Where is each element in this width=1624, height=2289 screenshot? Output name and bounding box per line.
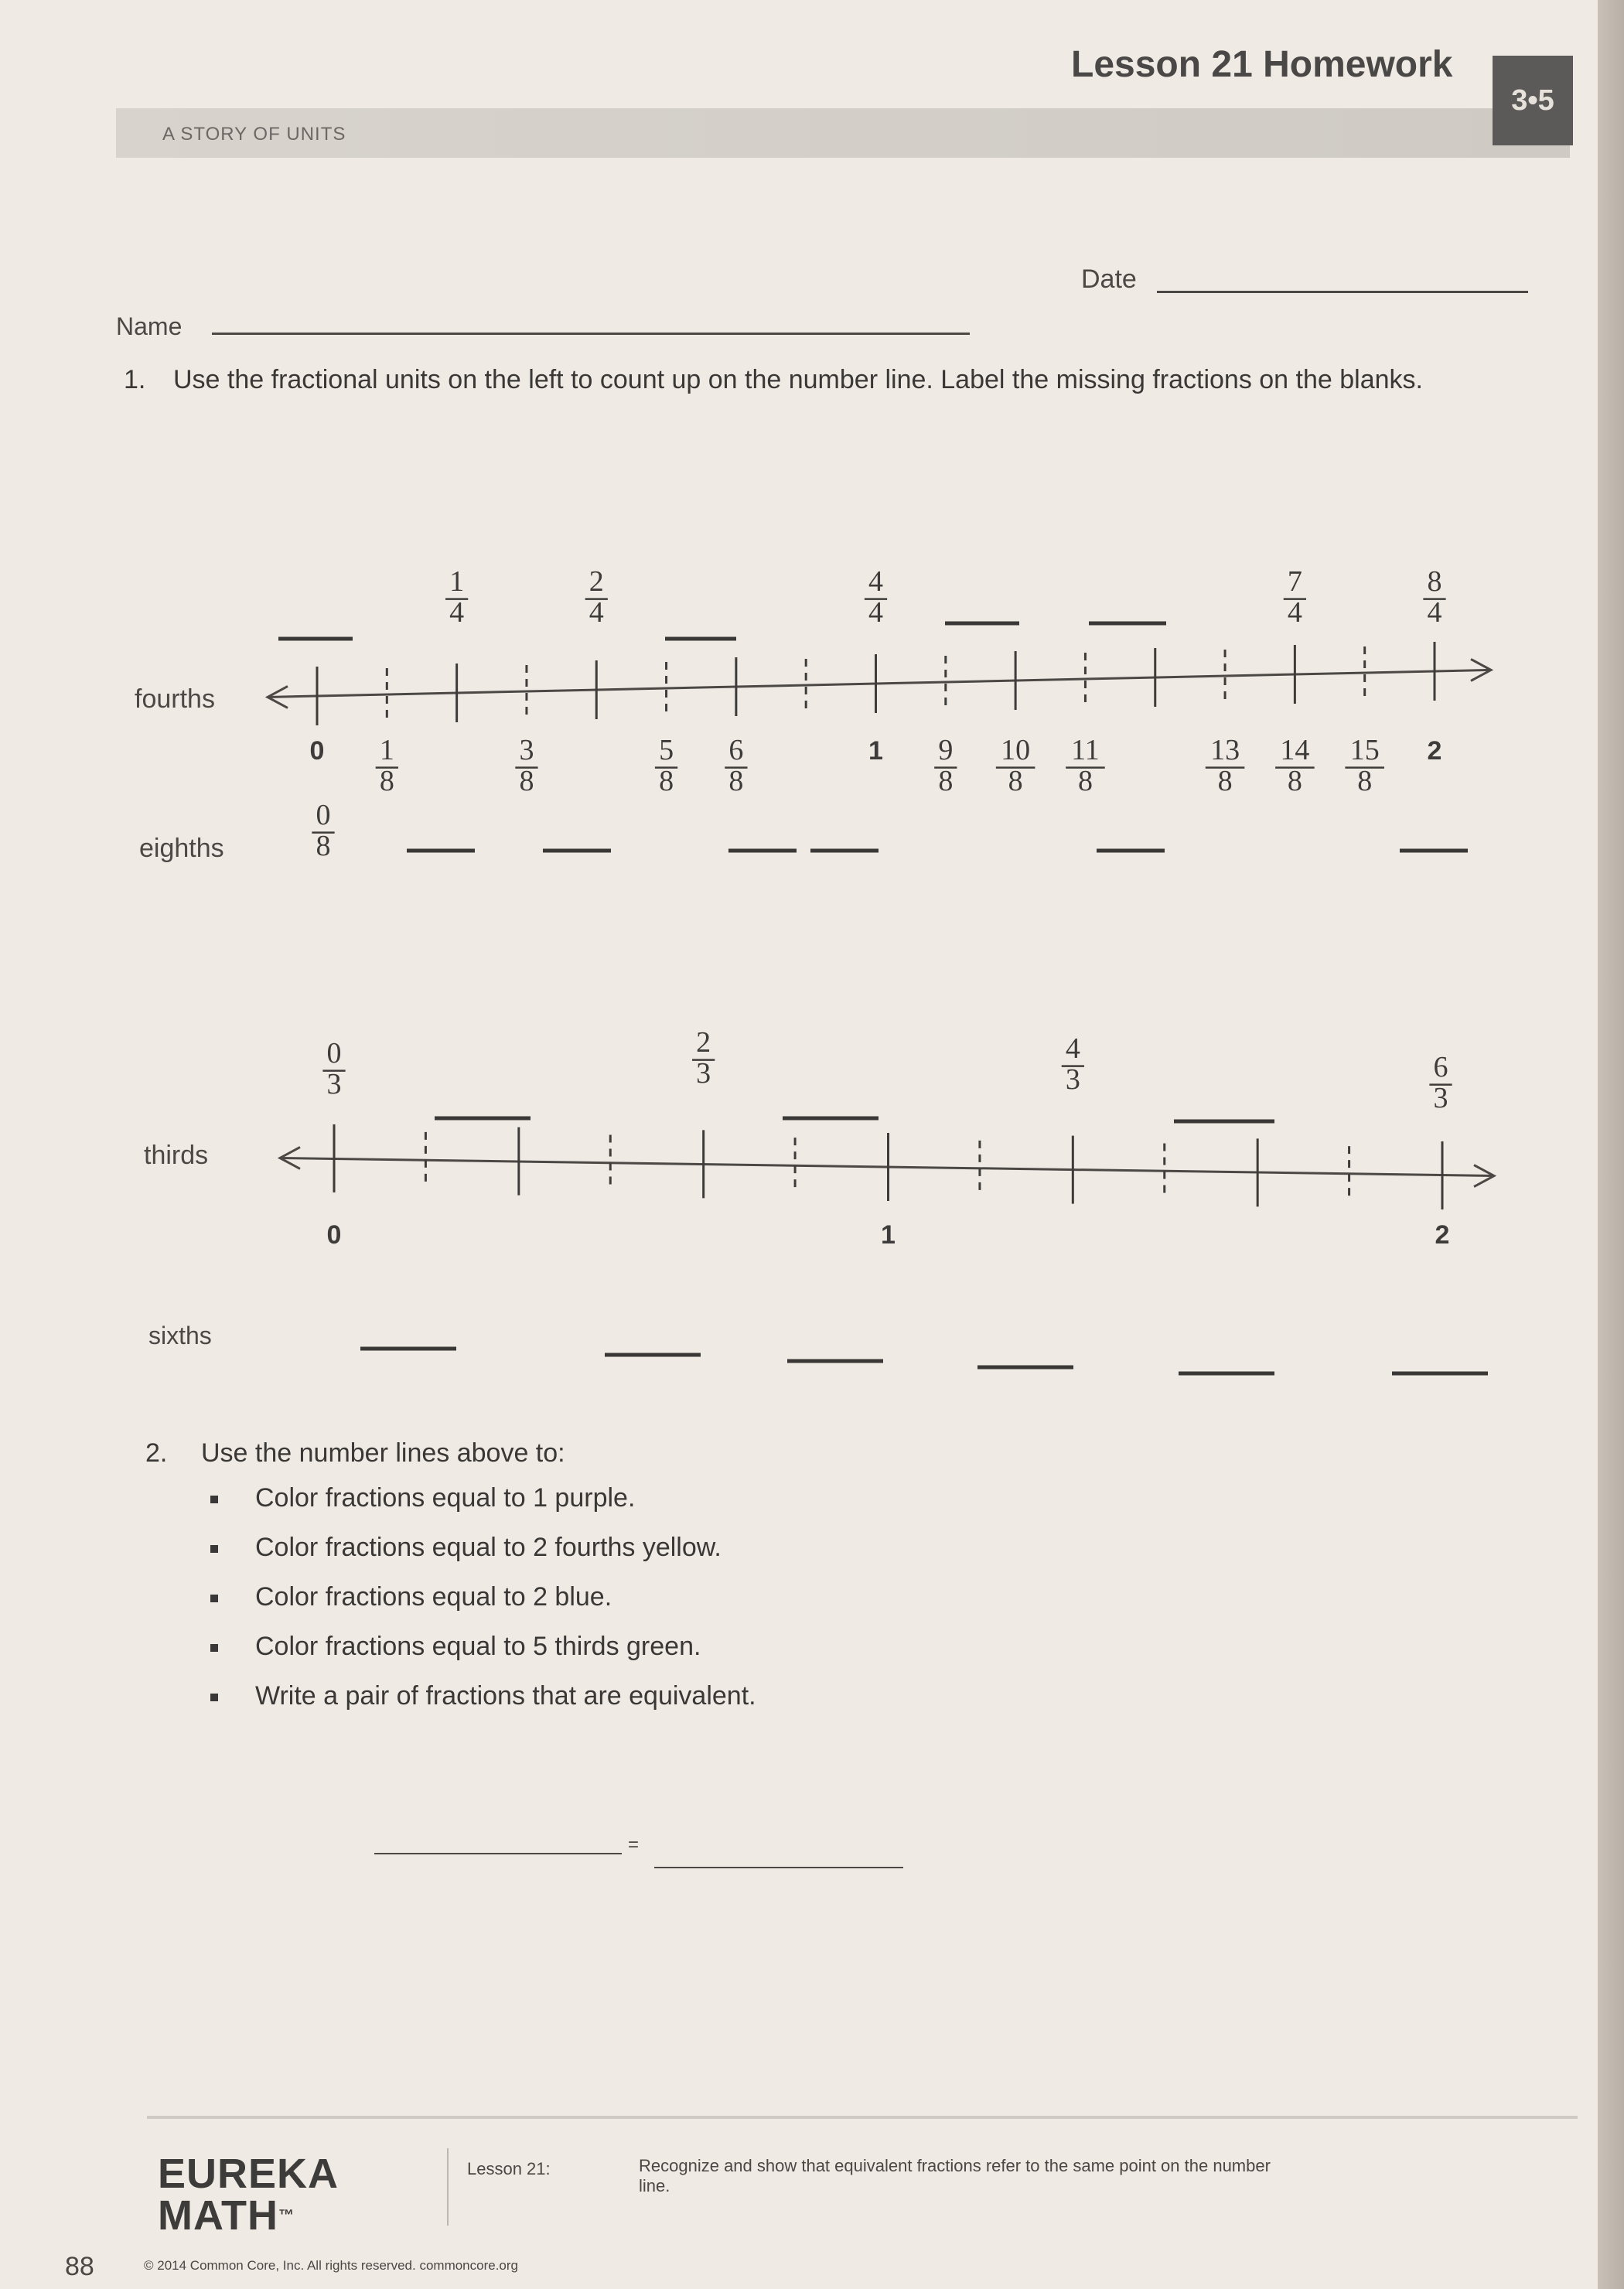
numerator: 6 <box>728 734 744 766</box>
numerator: 4 <box>1065 1032 1080 1065</box>
eighths-fraction <box>1206 734 1245 797</box>
fourths-fraction <box>865 565 887 629</box>
fourths-fraction <box>585 565 608 629</box>
numerator: 14 <box>1280 734 1310 766</box>
whole-number-label: 0 <box>309 736 325 766</box>
denominator: 4 <box>449 595 465 629</box>
eighths-fraction <box>515 734 537 797</box>
denominator: 3 <box>1433 1081 1448 1114</box>
denominator: 8 <box>659 764 674 797</box>
thirds-label: thirds <box>144 1141 209 1170</box>
denominator: 4 <box>1427 595 1442 629</box>
numerator: 9 <box>938 734 954 766</box>
number-line-1-axis <box>268 565 1491 862</box>
numerator: 4 <box>868 565 883 598</box>
numerator: 13 <box>1210 734 1240 766</box>
question-1-number: 1. <box>124 365 146 394</box>
bullet-item: Write a pair of fractions that are equivalent. <box>201 1681 756 1731</box>
eighths-fraction <box>1275 734 1315 797</box>
numerator: 1 <box>449 565 465 598</box>
denominator: 8 <box>519 764 534 797</box>
eighths-fraction <box>1066 734 1105 797</box>
date-label: Date <box>1081 264 1137 294</box>
numerator: 0 <box>316 799 331 831</box>
numerator: 7 <box>1287 565 1302 598</box>
numerator: 6 <box>1433 1051 1448 1083</box>
equivalent-fraction-blank-1[interactable] <box>374 1853 622 1854</box>
denominator: 8 <box>728 764 744 797</box>
eighths-fraction <box>996 734 1035 797</box>
whole-number-label: 2 <box>1427 736 1442 766</box>
axis-line <box>268 670 1491 697</box>
bullet-item: Color fractions equal to 1 purple. <box>201 1483 756 1533</box>
eighths-fraction <box>376 734 398 797</box>
footer-description: Recognize and show that equivalent fractions refer to the same point on the number line. <box>639 2156 1271 2195</box>
denominator: 8 <box>1287 764 1302 797</box>
trademark: ™ <box>278 2207 295 2224</box>
denominator: 3 <box>326 1067 342 1100</box>
denominator: 3 <box>1065 1063 1080 1096</box>
series-label: A STORY OF UNITS <box>162 124 346 145</box>
bullet-item: Color fractions equal to 2 fourths yellow. <box>201 1533 756 1582</box>
whole-number-label: 1 <box>881 1220 896 1250</box>
whole-number-label: 0 <box>326 1220 342 1250</box>
equals-sign: = <box>628 1834 640 1855</box>
question-2-number: 2. <box>145 1438 168 1468</box>
eighths-fraction <box>1345 734 1384 797</box>
name-label: Name <box>116 312 183 340</box>
eighths-label: eighths <box>139 834 224 863</box>
eighths-fraction <box>934 734 957 797</box>
lesson-title: Lesson 21 Homework <box>1071 44 1453 85</box>
copyright: © 2014 Common Core, Inc. All rights reserved. commoncore.org <box>144 2258 519 2273</box>
denominator: 8 <box>1077 764 1093 797</box>
grade-badge: 3•5 <box>1493 56 1573 145</box>
footer-rule <box>147 2116 1578 2119</box>
fourths-fraction <box>445 565 468 629</box>
logo-line-2 <box>158 2192 339 2239</box>
bullet-item: Color fractions equal to 2 blue. <box>201 1582 756 1632</box>
question-1-text: Use the fractional units on the left to count up on the number line. Label the missing fractions on the blanks. <box>173 365 1423 394</box>
numerator: 8 <box>1427 565 1442 598</box>
denominator: 8 <box>316 829 331 862</box>
numerator: 11 <box>1071 734 1100 766</box>
eureka-math-logo <box>158 2151 339 2239</box>
denominator: 4 <box>589 595 604 629</box>
numerator: 2 <box>589 565 604 598</box>
equivalent-fraction-blank-2[interactable] <box>654 1867 903 1868</box>
numerator: 0 <box>326 1037 342 1069</box>
footer-separator <box>447 2148 449 2226</box>
denominator: 8 <box>1217 764 1233 797</box>
numerator: 10 <box>1001 734 1031 766</box>
numerator: 3 <box>519 734 534 766</box>
fourths-fraction <box>1423 565 1445 629</box>
denominator: 8 <box>1008 764 1023 797</box>
question-2-bullets <box>201 1483 756 1731</box>
denominator: 4 <box>1287 595 1302 629</box>
denominator: 4 <box>868 595 883 629</box>
number-line-fourths-eighths <box>0 0 1624 967</box>
numerator: 2 <box>696 1026 711 1059</box>
eighths-fraction <box>655 734 677 797</box>
fourths-fraction <box>1284 565 1306 629</box>
page-number: 88 <box>65 2252 94 2281</box>
denominator: 8 <box>938 764 954 797</box>
question-2-text: Use the number lines above to: <box>201 1438 565 1468</box>
denominator: 3 <box>696 1056 711 1090</box>
denominator: 8 <box>1357 764 1373 797</box>
footer-lesson: Lesson 21: <box>467 2159 551 2178</box>
numerator: 1 <box>379 734 394 766</box>
logo-line-1: EUREKA <box>158 2151 339 2197</box>
eighths-fraction <box>312 799 334 862</box>
fourths-label: fourths <box>135 684 215 714</box>
whole-number-label: 1 <box>868 736 883 766</box>
question-2 <box>145 1438 565 1469</box>
sixths-label: sixths <box>148 1322 212 1349</box>
logo-word: MATH <box>158 2192 278 2239</box>
numerator: 15 <box>1349 734 1380 766</box>
numerator: 5 <box>659 734 674 766</box>
whole-number-label: 2 <box>1435 1220 1450 1250</box>
denominator: 8 <box>379 764 394 797</box>
bullet-item: Color fractions equal to 5 thirds green. <box>201 1632 756 1681</box>
eighths-fraction <box>725 734 747 797</box>
